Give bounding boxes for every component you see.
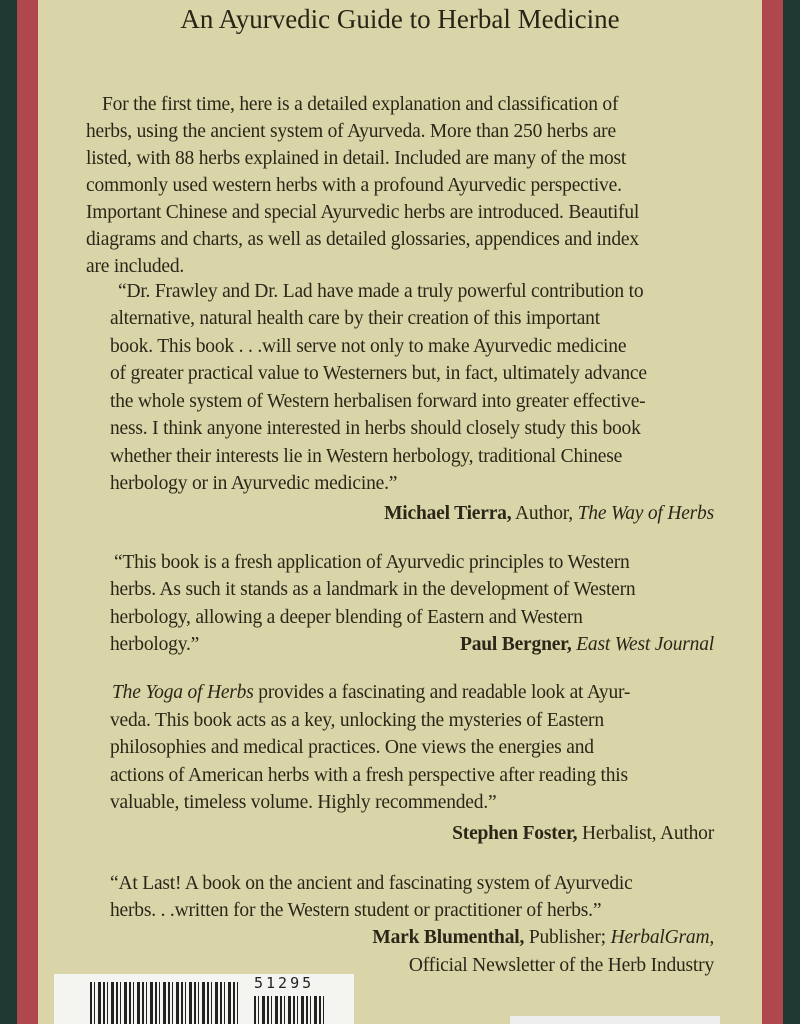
text-line: herbology, allowing a deeper blending of Eastern and Western bbox=[110, 607, 583, 628]
attribution: Michael Tierra, Author, The Way of Herbs bbox=[384, 503, 714, 524]
text-line: whether their interests lie in Western herbology, traditional Chinese bbox=[110, 446, 623, 467]
barcode-number: 51295 bbox=[254, 974, 315, 992]
text-line: are included. bbox=[86, 256, 185, 277]
attribution: Stephen Foster, Herbalist, Author bbox=[452, 823, 714, 844]
text-line: commonly used western herbs with a profound Ayurvedic perspective. bbox=[86, 175, 622, 196]
text-line: herbs. . .written for the Western student or practitioner of herbs.” bbox=[110, 900, 602, 921]
text-line: herbs, using the ancient system of Ayurveda. More than 250 herbs are bbox=[86, 121, 616, 142]
text-line: alternative, natural health care by their creation of this important bbox=[110, 308, 600, 329]
text-line: actions of American herbs with a fresh perspective after reading this bbox=[110, 765, 628, 786]
text-line: “At Last! A book on the ancient and fascinating system of Ayurvedic bbox=[110, 873, 633, 894]
text-line: valuable, timeless volume. Highly recommended.” bbox=[110, 792, 497, 813]
text-line: listed, with 88 herbs explained in detail. Included are many of the most bbox=[86, 148, 627, 169]
text-line: “This book is a fresh application of Ayurvedic principles to Western bbox=[114, 552, 630, 573]
barcode-addon-bars bbox=[254, 996, 326, 1024]
cover-subtitle: An Ayurvedic Guide to Herbal Medicine bbox=[180, 4, 620, 34]
text-line: veda. This book acts as a key, unlocking the mysteries of Eastern bbox=[110, 710, 604, 731]
attribution: Paul Bergner, East West Journal bbox=[460, 634, 714, 655]
text-line: herbs. As such it stands as a landmark in the development of Western bbox=[110, 579, 636, 600]
text-line: “Dr. Frawley and Dr. Lad have made a truly powerful contribution to bbox=[118, 281, 644, 302]
text-line: herbology or in Ayurvedic medicine.” bbox=[110, 473, 398, 494]
text-line: diagrams and charts, as well as detailed glossaries, appendices and index bbox=[86, 229, 639, 250]
attribution: Mark Blumenthal, Publisher; HerbalGram, bbox=[372, 927, 714, 948]
text-line: book. This book . . .will serve not only to make Ayurvedic medicine bbox=[110, 336, 627, 357]
attribution-line: Official Newsletter of the Herb Industry bbox=[408, 955, 714, 976]
text-line: of greater practical value to Westerners but, in fact, ultimately advance bbox=[110, 363, 647, 384]
text-line: the whole system of Western herbalisen forward into greater effective- bbox=[110, 391, 646, 412]
text-line: For the first time, here is a detailed explanation and classification of bbox=[102, 94, 619, 115]
barcode bbox=[54, 974, 354, 1024]
text-line: ness. I think anyone interested in herbs should closely study this book bbox=[110, 418, 641, 439]
label-strip bbox=[510, 1016, 720, 1024]
text-line: The Yoga of Herbs provides a fascinating and readable look at Ayur- bbox=[112, 682, 631, 703]
barcode-bars bbox=[90, 982, 240, 1024]
text-line: Important Chinese and special Ayurvedic herbs are introduced. Beautiful bbox=[86, 202, 640, 223]
text-line: herbology.” bbox=[110, 634, 200, 655]
text-line: philosophies and medical practices. One views the energies and bbox=[110, 737, 594, 758]
